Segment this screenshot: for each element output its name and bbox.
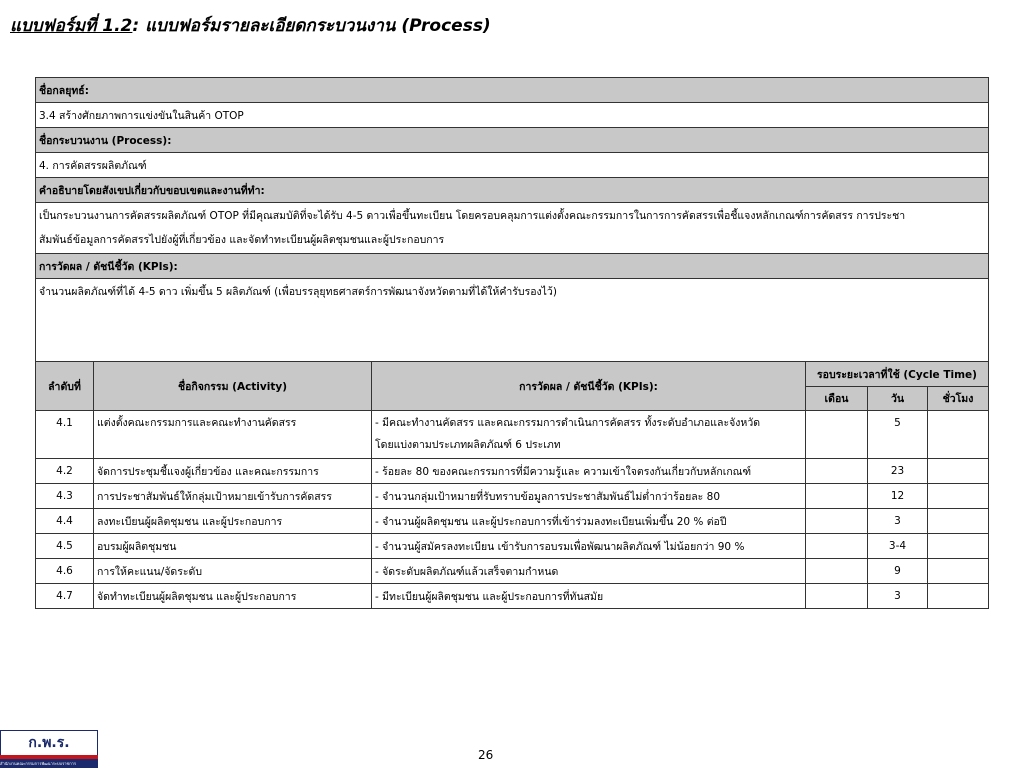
table-row [36, 411, 989, 459]
row-seq: 4.2 [36, 459, 94, 484]
row-seq: 4.5 [36, 534, 94, 559]
row-activity: แต่งตั้งคณะกรรมการและคณะทำงานคัดสรร [94, 411, 372, 459]
row-day: 3 [868, 509, 928, 534]
row-kpi-line-1: - มีคณะทำงานคัดสรร และคณะกรรมการดำเนินการคัดสรร ทั้งระดับอำเภอและจังหวัด [375, 417, 761, 429]
strategy-value-row [36, 103, 989, 128]
row-hour [928, 459, 989, 484]
row-kpi: - จำนวนผู้สมัครลงทะเบียน เข้ารับการอบรมเพื่อพัฒนาผลิตภัณฑ์ ไม่น้อยกว่า 90 % [372, 534, 806, 559]
column-header-cycle-time: รอบระยะเวลาที่ใช้ (Cycle Time) [806, 362, 989, 387]
table-row [36, 509, 989, 534]
column-header-kpi: การวัดผล / ดัชนีชี้วัด (KPIs): [372, 362, 806, 411]
opdc-logo [0, 730, 98, 768]
row-seq: 4.4 [36, 509, 94, 534]
row-day: 3 [868, 584, 928, 609]
row-activity: ลงทะเบียนผู้ผลิตชุมชน และผู้ประกอบการ [94, 509, 372, 534]
page-title [10, 12, 491, 39]
logo-text: ก.พ.ร. [0, 730, 98, 756]
row-activity: อบรมผู้ผลิตชุมชน [94, 534, 372, 559]
row-month [806, 459, 868, 484]
row-activity: จัดทำทะเบียนผู้ผลิตชุมชน และผู้ประกอบการ [94, 584, 372, 609]
row-month [806, 411, 868, 459]
row-month [806, 559, 868, 584]
kpi-value: จำนวนผลิตภัณฑ์ที่ได้ 4-5 ดาว เพิ่มขึ้น 5 ผลิตภัณฑ์ (เพื่อบรรลุยุทธศาสตร์การพัฒนาจังหวัดตามที่ได้ให้คำรับรองไว้) [36, 279, 989, 362]
row-day: 23 [868, 459, 928, 484]
row-hour [928, 559, 989, 584]
row-month [806, 584, 868, 609]
row-kpi: - จำนวนผู้ผลิตชุมชน และผู้ประกอบการที่เข้าร่วมลงทะเบียนเพิ่มขึ้น 20 % ต่อปี [372, 509, 806, 534]
description-value [36, 203, 989, 254]
form-number: แบบฟอร์มที่ 1.2 [10, 16, 133, 36]
description-line-1: เป็นกระบวนงานการคัดสรรผลิตภัณฑ์ OTOP ที่มีคุณสมบัติที่จะได้รับ 4-5 ดาวเพื่อขึ้นทะเบียน โดยครอบคลุมการแต่งตั้งคณะกรรมการในการการคัดสรรเพื่อชี้แจงหลักเกณฑ์การคัดสรร การประชา [39, 210, 906, 222]
process-value-row [36, 153, 989, 178]
strategy-value: 3.4 สร้างศักยภาพการแข่งขันในสินค้า OTOP [36, 103, 989, 128]
strategy-label-row [36, 78, 989, 103]
row-hour [928, 584, 989, 609]
process-label: ชื่อกระบวนงาน (Process): [36, 128, 989, 153]
kpi-label-row [36, 254, 989, 279]
row-kpi: - จำนวนกลุ่มเป้าหมายที่รับทราบข้อมูลการประชาสัมพันธ์ไม่ต่ำกว่าร้อยละ 80 [372, 484, 806, 509]
column-header-month: เดือน [806, 387, 868, 411]
strategy-label: ชื่อกลยุทธ์: [36, 78, 989, 103]
row-month [806, 484, 868, 509]
row-hour [928, 534, 989, 559]
row-kpi: - จัดระดับผลิตภัณฑ์แล้วเสร็จตามกำหนด [372, 559, 806, 584]
logo-subtext: สำนักงานคณะกรรมการพัฒนาระบบราชการ [0, 759, 98, 768]
table-row [36, 584, 989, 609]
row-day: 3-4 [868, 534, 928, 559]
table-row [36, 484, 989, 509]
kpi-value-row [36, 279, 989, 362]
row-activity: จัดการประชุมชี้แจงผู้เกี่ยวข้อง และคณะกรรมการ [94, 459, 372, 484]
column-header-row [36, 362, 989, 387]
row-activity: การประชาสัมพันธ์ให้กลุ่มเป้าหมายเข้ารับการคัดสรร [94, 484, 372, 509]
process-form-table [35, 77, 989, 609]
form-title: : แบบฟอร์มรายละเอียดกระบวนงาน (Process) [132, 16, 491, 36]
row-seq: 4.3 [36, 484, 94, 509]
process-value: 4. การคัดสรรผลิตภัณฑ์ [36, 153, 989, 178]
table-row [36, 559, 989, 584]
column-header-seq: ลำดับที่ [36, 362, 94, 411]
description-value-row [36, 203, 989, 254]
row-day: 5 [868, 411, 928, 459]
row-month [806, 509, 868, 534]
row-kpi: - ร้อยละ 80 ของคณะกรรมการที่มีความรู้และ ความเข้าใจตรงกันเกี่ยวกับหลักเกณฑ์ [372, 459, 806, 484]
row-day: 12 [868, 484, 928, 509]
row-seq: 4.6 [36, 559, 94, 584]
row-seq: 4.7 [36, 584, 94, 609]
column-header-activity: ชื่อกิจกรรม (Activity) [94, 362, 372, 411]
row-day: 9 [868, 559, 928, 584]
row-hour [928, 411, 989, 459]
description-label: คำอธิบายโดยสังเขปเกี่ยวกับขอบเขตและงานที่ทำ: [36, 178, 989, 203]
description-label-row [36, 178, 989, 203]
row-kpi-line-2: โดยแบ่งตามประเภทผลิตภัณฑ์ 6 ประเภท [375, 439, 561, 451]
description-line-2: สัมพันธ์ข้อมูลการคัดสรรไปยังผู้ที่เกี่ยวข้อง และจัดทำทะเบียนผู้ผลิตชุมชนและผู้ประกอบการ [39, 234, 445, 246]
row-activity: การให้คะแนน/จัดระดับ [94, 559, 372, 584]
table-row [36, 459, 989, 484]
row-kpi: - มีทะเบียนผู้ผลิตชุมชน และผู้ประกอบการที่ทันสมัย [372, 584, 806, 609]
row-hour [928, 509, 989, 534]
row-kpi [372, 411, 806, 459]
column-header-day: วัน [868, 387, 928, 411]
kpi-label: การวัดผล / ดัชนีชี้วัด (KPIs): [36, 254, 989, 279]
process-label-row [36, 128, 989, 153]
row-seq: 4.1 [36, 411, 94, 459]
row-month [806, 534, 868, 559]
column-header-hour: ชั่วโมง [928, 387, 989, 411]
page-number: 26 [478, 748, 494, 762]
row-hour [928, 484, 989, 509]
table-row [36, 534, 989, 559]
